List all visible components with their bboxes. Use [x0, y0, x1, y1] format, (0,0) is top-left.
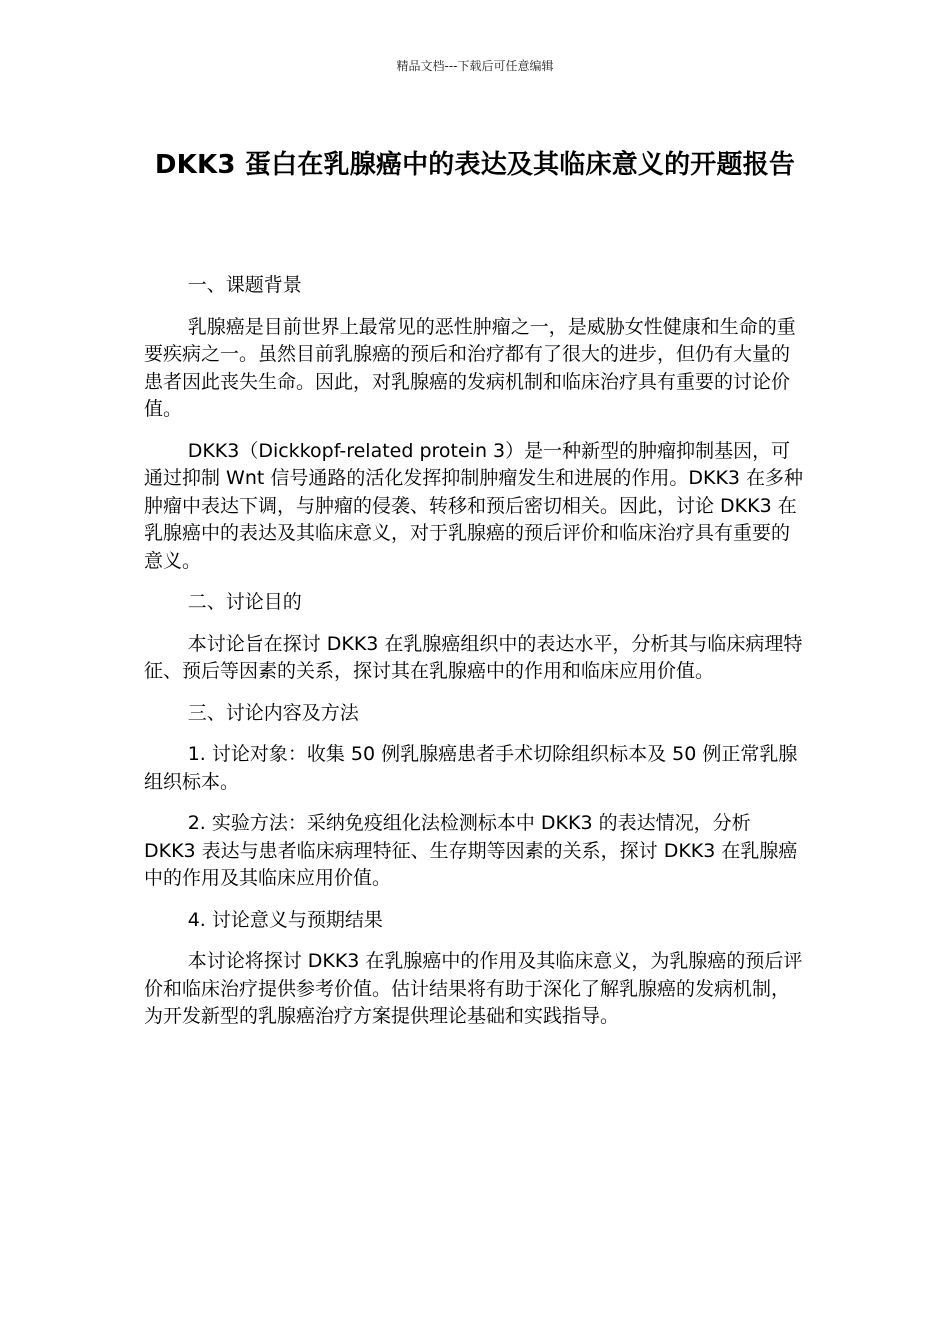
paragraph-background-1: 乳腺癌是目前世界上最常见的恶性肿瘤之一，是威胁女性健康和生命的重要疾病之一。虽然目前乳腺癌的预后和治疗都有了很大的进步，但仍有大量的患者因此丧失生命。因此，对乳腺癌的发病机制和临床治疗具有重要的讨论价值。 [144, 315, 796, 420]
page-header-note: 精品文档---下载后可任意编辑 [396, 59, 554, 73]
section-heading-methods: 三、讨论内容及方法 [187, 701, 359, 724]
section-heading-background: 一、课题背景 [187, 274, 302, 296]
paragraph-significance: 本讨论将探讨 DKK3 在乳腺癌中的作用及其临床意义，为乳腺癌的预后评价和临床治疗提供参考价值。估计结果将有助于深化了解乳腺癌的发病机制，为开发新型的乳腺癌治疗方案提供理论基础和实践指导。 [144, 950, 803, 1027]
document-title: DKK3 蛋白在乳腺癌中的表达及其临床意义的开题报告 [154, 150, 796, 180]
paragraph-purpose: 本讨论旨在探讨 DKK3 在乳腺癌组织中的表达水平，分析其与临床病理特征、预后等因素的关系，探讨其在乳腺癌中的作用和临床应用价值。 [144, 632, 803, 682]
paragraph-background-2: DKK3（Dickkopf-related protein 3）是一种新型的肿瘤抑制基因，可通过抑制 Wnt 信号通路的活化发挥抑制肿瘤发生和进展的作用。DKK3 在多种肿瘤中表达下调，与肿瘤的侵袭、转移和预后密切相关。因此，讨论 DKK3 在乳腺癌中的表达及其临床意义，对于乳腺癌的预后评价和临床治疗具有重要的意义。 [144, 439, 804, 572]
paragraph-methods-item-2: 2. 实验方法：采纳免疫组化法检测标本中 DKK3 的表达情况，分析 DKK3 表达与患者临床病理特征、生存期等因素的关系，探讨 DKK3 在乳腺癌中的作用及其临床应用价值。 [144, 812, 798, 889]
section-heading-purpose: 二、讨论目的 [187, 591, 302, 613]
paragraph-methods-item-1: 1. 讨论对象：收集 50 例乳腺癌患者手术切除组织标本及 50 例正常乳腺组织标本。 [144, 743, 798, 793]
document-body [144, 272, 806, 1045]
section-heading-significance: 4. 讨论意义与预期结果 [187, 908, 383, 931]
